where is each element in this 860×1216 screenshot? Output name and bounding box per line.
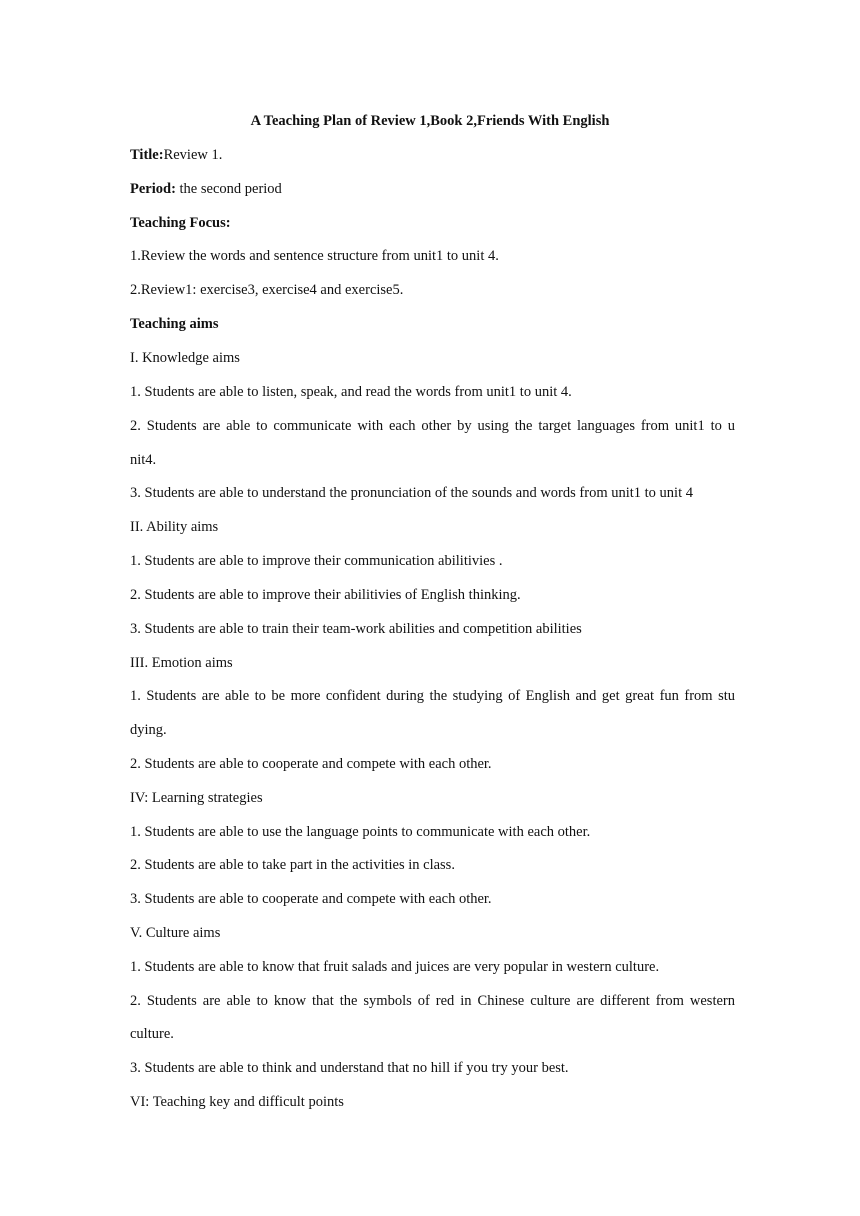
ability-aim-item: 1. Students are able to improve their communication abilitivies . xyxy=(130,553,503,569)
emotion-aim-item: 1. Students are able to be more confident during the studying of English and get great fun from stu xyxy=(130,688,735,704)
ability-aim-item: 2. Students are able to improve their abilitivies of English thinking. xyxy=(130,587,521,603)
key-points-heading: VI: Teaching key and difficult points xyxy=(130,1094,344,1110)
knowledge-aims-heading: I. Knowledge aims xyxy=(130,350,240,366)
knowledge-aim-item: 2. Students are able to communicate with each other by using the target languages from unit1 to u xyxy=(130,418,735,434)
focus-item: 1.Review the words and sentence structure from unit1 to unit 4. xyxy=(130,248,499,264)
knowledge-aim-item: 1. Students are able to listen, speak, and read the words from unit1 to unit 4. xyxy=(130,384,572,400)
title-value: Review 1. xyxy=(163,147,223,163)
learning-strategy-item: 2. Students are able to take part in the activities in class. xyxy=(130,857,455,873)
emotion-aims-heading: III. Emotion aims xyxy=(130,655,233,671)
emotion-aim-item-continued: dying. xyxy=(130,722,167,738)
culture-aim-item-continued: culture. xyxy=(130,1026,174,1042)
title-label: Title: xyxy=(130,147,164,163)
knowledge-aim-item-continued: nit4. xyxy=(130,452,157,468)
emotion-aim-item: 2. Students are able to cooperate and compete with each other. xyxy=(130,756,492,772)
culture-aim-item: 3. Students are able to think and understand that no hill if you try your best. xyxy=(130,1060,569,1076)
period-label: Period: xyxy=(130,181,176,197)
culture-aims-heading: V. Culture aims xyxy=(130,925,221,941)
knowledge-aim-item: 3. Students are able to understand the pronunciation of the sounds and words from unit1 to unit 4 xyxy=(130,485,693,501)
title-field xyxy=(130,145,735,165)
period-value: the second period xyxy=(175,181,282,197)
document-title: A Teaching Plan of Review 1,Book 2,Friends With English xyxy=(250,113,610,129)
teaching-focus-heading: Teaching Focus: xyxy=(130,215,231,231)
learning-strategy-item: 1. Students are able to use the language points to communicate with each other. xyxy=(130,824,591,840)
culture-aim-item: 2. Students are able to know that the symbols of red in Chinese culture are different from western xyxy=(130,993,735,1009)
learning-strategies-heading: IV: Learning strategies xyxy=(130,790,263,806)
culture-aim-item: 1. Students are able to know that fruit salads and juices are very popular in western culture. xyxy=(130,959,660,975)
ability-aims-heading: II. Ability aims xyxy=(130,519,219,535)
focus-item: 2.Review1: exercise3, exercise4 and exercise5. xyxy=(130,282,404,298)
period-field xyxy=(130,179,735,199)
ability-aim-item: 3. Students are able to train their team-work abilities and competition abilities xyxy=(130,621,582,637)
teaching-aims-heading: Teaching aims xyxy=(130,316,219,332)
learning-strategy-item: 3. Students are able to cooperate and compete with each other. xyxy=(130,891,492,907)
